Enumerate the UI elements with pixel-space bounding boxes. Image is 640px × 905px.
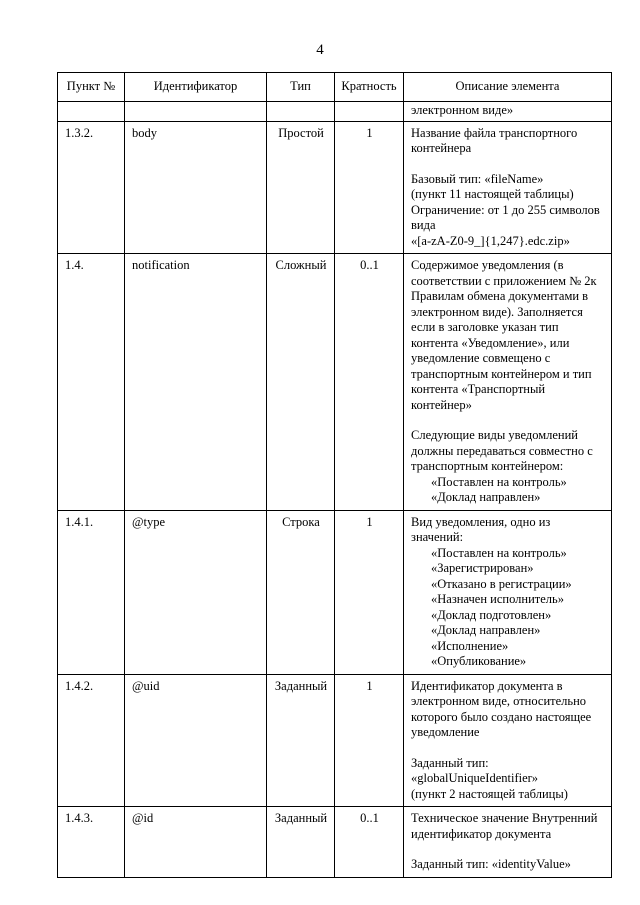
type: Заданный [267,674,335,807]
item-number: 1.4.1. [58,510,125,674]
description [404,510,612,674]
list-item: «Поставлен на контроль» [431,474,567,489]
identifier: @id [125,807,267,878]
multiplicity: 1 [335,510,404,674]
item-number: 1.4. [58,254,125,511]
list-item: «Отказано в регистрации» [431,576,572,591]
description-line: (пункт 11 настоящей таблицы) [411,187,574,201]
table-row [58,254,612,511]
continuation-row [58,102,612,122]
type: Строка [267,510,335,674]
description-line: Ограничение: от 1 до 255 символов вида [411,202,600,232]
description-line: «[a-zA-Z0-9_]{1,247}.edc.zip» [411,233,570,248]
description-text: Заданный тип: «identityValue» [411,857,571,871]
list-item: «Доклад направлен» [431,490,541,504]
list-item: «Назначен исполнитель» [431,592,564,606]
description [404,254,612,511]
description-line: «globalUniqueIdentifier» [411,771,539,785]
identifier: @uid [125,674,267,807]
multiplicity: 1 [335,121,404,254]
description-text: Вид уведомления, одно из значений: [411,514,551,544]
continuation-text: электронном виде» [404,102,612,122]
multiplicity: 0..1 [335,254,404,511]
list-item: «Доклад подготовлен» [431,607,552,622]
list-item: «Зарегистрирован» [431,561,534,575]
description-text: Идентификатор документа в электронном виде, относительно которого было создано настоящее уведомление [411,678,592,739]
description-text: Техническое значение Внутренний идентификатор документа [411,811,598,841]
description [404,674,612,807]
header-identifier: Идентификатор [125,73,267,102]
list-item: «Исполнение» [431,638,509,653]
item-number: 1.4.3. [58,807,125,878]
header-type: Тип [267,73,335,102]
table-row [58,807,612,878]
description-text: Содержимое уведомления (в соответствии с приложением № 2к Правилам обмена документами в электронном виде). Заполняется если в заголовке указан тип контента «Уведомление», или уведомление совмещено с транспортным контейнером и тип контента «Транспортный контейнер» [411,258,597,412]
page-number: 4 [316,42,324,58]
header-multiplicity: Кратность [335,73,404,102]
table-row [58,510,612,674]
list-item: «Доклад направлен» [431,623,541,637]
description [404,121,612,254]
elements-table [57,72,612,878]
multiplicity: 1 [335,674,404,807]
table-header-row [58,73,612,102]
identifier: @type [125,510,267,674]
description-line: Базовый тип: «fileName» [411,171,544,186]
identifier: notification [125,254,267,511]
type: Заданный [267,807,335,878]
header-description: Описание элемента [404,73,612,102]
header-item-number: Пункт № [58,73,125,102]
list-item: «Опубликование» [431,654,527,668]
table-row [58,674,612,807]
type: Сложный [267,254,335,511]
table-row [58,121,612,254]
description-text: Название файла транспортного контейнера [411,125,578,155]
description-line: Заданный тип: [411,755,489,770]
identifier: body [125,121,267,254]
description [404,807,612,878]
description-line: (пункт 2 настоящей таблицы) [411,786,568,801]
item-number: 1.4.2. [58,674,125,807]
multiplicity: 0..1 [335,807,404,878]
list-item: «Поставлен на контроль» [431,545,567,560]
description-text: Следующие виды уведомлений должны передаваться совместно с транспортным контейнером: [411,428,593,473]
item-number: 1.3.2. [58,121,125,254]
type: Простой [267,121,335,254]
